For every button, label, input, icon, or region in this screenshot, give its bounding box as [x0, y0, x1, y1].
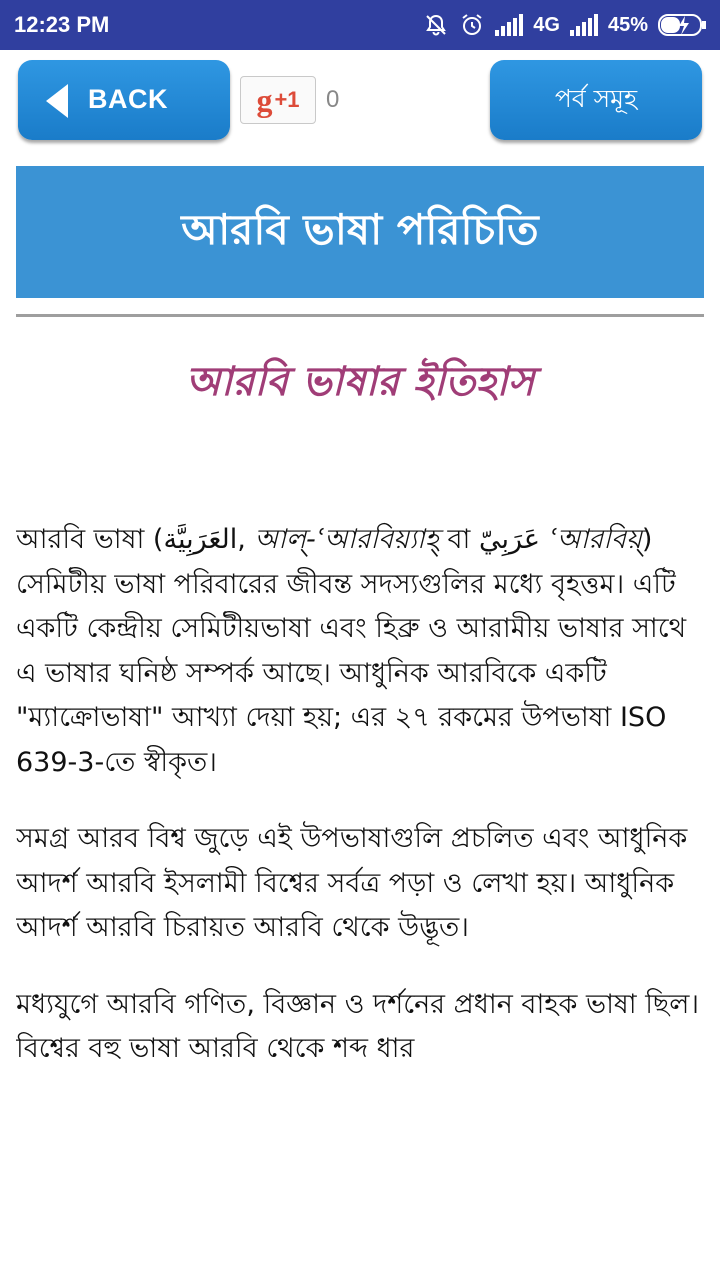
status-bar	[0, 0, 720, 50]
article-body	[16, 518, 706, 1170]
paragraph-text: ) সেমিটীয় ভাষা পরিবারের জীবন্ত সদস্যগুলির মধ্যে বৃহত্তম। এটি একটি কেন্দ্রীয় সেমিটীয়ভাষা এবং হিব্রু ও আরামীয় ভাষার সাথে এ ভাষার ঘনিষ্ঠ সম্পর্ক আছে। আধুনিক আরবিকে একটি "ম্যাক্রোভাষা" আখ্যা দেয়া হয়; এর ২৭ রকমের উপভাষা ISO 639-3-তে স্বীকৃত।	[16, 524, 687, 778]
network-type: 4G	[533, 13, 560, 36]
alarm-icon	[459, 12, 485, 38]
status-time: 12:23 PM	[14, 12, 110, 37]
paragraph-text	[540, 524, 549, 555]
plus-one-label: +1	[274, 87, 300, 112]
page-title: আরবি ভাষা পরিচিতি	[16, 166, 704, 298]
article-paragraph: মধ্যযুগে আরবি গণিত, বিজ্ঞান ও দর্শনের প্রধান বাহক ভাষা ছিল। বিশ্বের বহু ভাষা আরবি থেকে শব্দ ধার	[16, 988, 700, 1064]
transliteration: আল্‌-ʿআরবিয়্যাহ্	[254, 524, 439, 555]
section-heading: আরবি ভাষার ইতিহাস	[185, 359, 535, 405]
back-button[interactable]	[18, 60, 230, 140]
episodes-button[interactable]: পর্ব সমূহ	[490, 60, 702, 140]
divider	[16, 314, 704, 317]
arabic-term: عَرَبِيّ	[478, 524, 540, 555]
transliteration: ʿআরবিয়্‌	[548, 524, 642, 555]
google-plus-icon: g	[256, 82, 273, 118]
arabic-term: العَرَبِيَّة	[163, 524, 238, 555]
back-arrow-icon	[44, 82, 70, 124]
signal-icon	[495, 14, 523, 36]
back-label: BACK	[88, 84, 168, 114]
signal-icon	[570, 14, 598, 36]
paragraph-text: বা	[438, 524, 479, 555]
google-plus-one-button[interactable]	[240, 76, 316, 124]
plus-one-count: 0	[326, 86, 340, 113]
paragraph-text: ,	[237, 524, 255, 555]
status-icons	[423, 10, 708, 40]
article-paragraph	[16, 518, 706, 785]
battery-percent: 45%	[607, 13, 648, 36]
paragraph-text: আরবি ভাষা (	[16, 524, 164, 555]
muted-bell-icon	[423, 12, 449, 38]
article-paragraph: সমগ্র আরব বিশ্ব জুড়ে এই উপভাষাগুলি প্রচলিত এবং আধুনিক আদর্শ আরবি ইসলামী বিশ্বের সর্বত্র পড়া ও লেখা হয়। আধুনিক আদর্শ আরবি চিরায়ত আরবি থেকে উদ্ভূত।	[16, 823, 688, 943]
battery-charging-icon	[658, 13, 708, 37]
